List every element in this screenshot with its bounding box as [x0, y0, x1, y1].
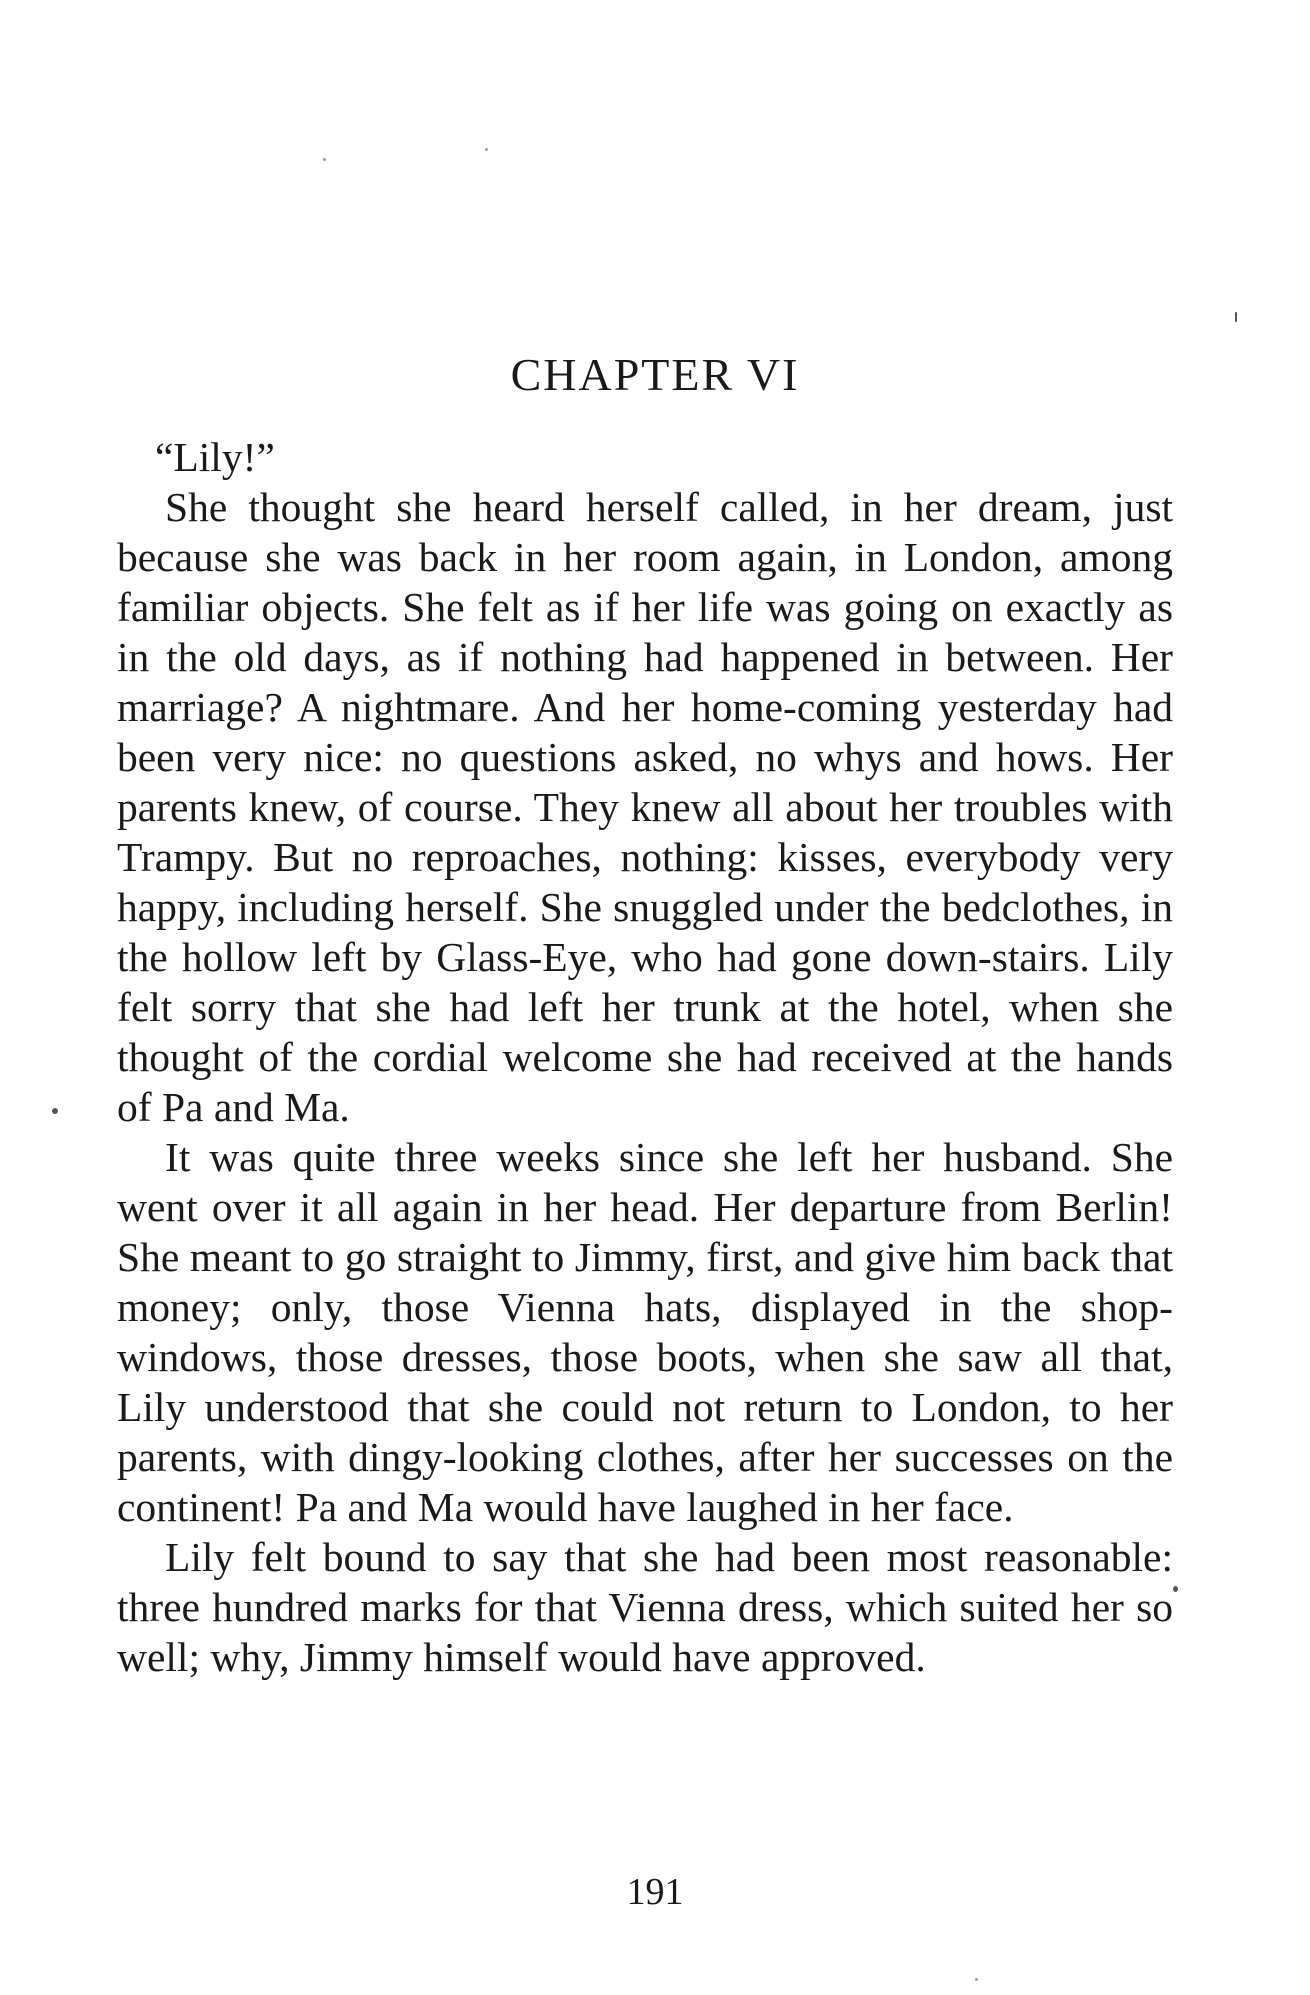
chapter-title: CHAPTER VI	[510, 349, 800, 400]
paragraph-vienna-dress: Lily felt bound to say that she had been most reasonable: three hundred marks for that Vienna dress, which suited her so well; why, Jimmy himself would have approved.	[117, 1534, 1173, 1680]
scan-speck	[1173, 1586, 1178, 1592]
paragraph-departure: It was quite three weeks since she left her husband. She went over it all again in her head. Her departure from Berlin! She meant to go straight to Jimmy, first, and give him back that money; only, those Vienna hats, displayed in the shop-windows, those dresses, those boots, when she saw all that, Lily understood that she could not return to London, to her parents, with dingy-looking clothes, after her successes on the continent! Pa and Ma would have laughed in her face.	[117, 1134, 1173, 1530]
body-text	[117, 432, 1173, 1682]
scan-speck	[323, 158, 326, 161]
scan-speck	[1235, 312, 1237, 322]
scan-speck	[485, 148, 488, 151]
scan-speck	[975, 1978, 978, 1981]
paragraph-dream: She thought she heard herself called, in her dream, just because she was back in her room again, in London, among familiar objects. She felt as if her life was going on exactly as in the old days, as if nothing had happened in between. Her marriage? A nightmare. And her home-coming yesterday had been very nice: no questions asked, no whys and hows. Her parents knew, of course. They knew all about her troubles with Trampy. But no reproaches, nothing: kisses, everybody very happy, including herself. She snuggled under the bedclothes, in the hollow left by Glass-Eye, who had gone down-stairs. Lily felt sorry that she had left her trunk at the hotel, when she thought of the cordial welcome she had received at the hands of Pa and Ma.	[117, 484, 1173, 1130]
scan-speck	[52, 1108, 58, 1114]
page-number: 191	[626, 1871, 684, 1913]
paragraph-exclamation: “Lily!”	[155, 434, 275, 480]
